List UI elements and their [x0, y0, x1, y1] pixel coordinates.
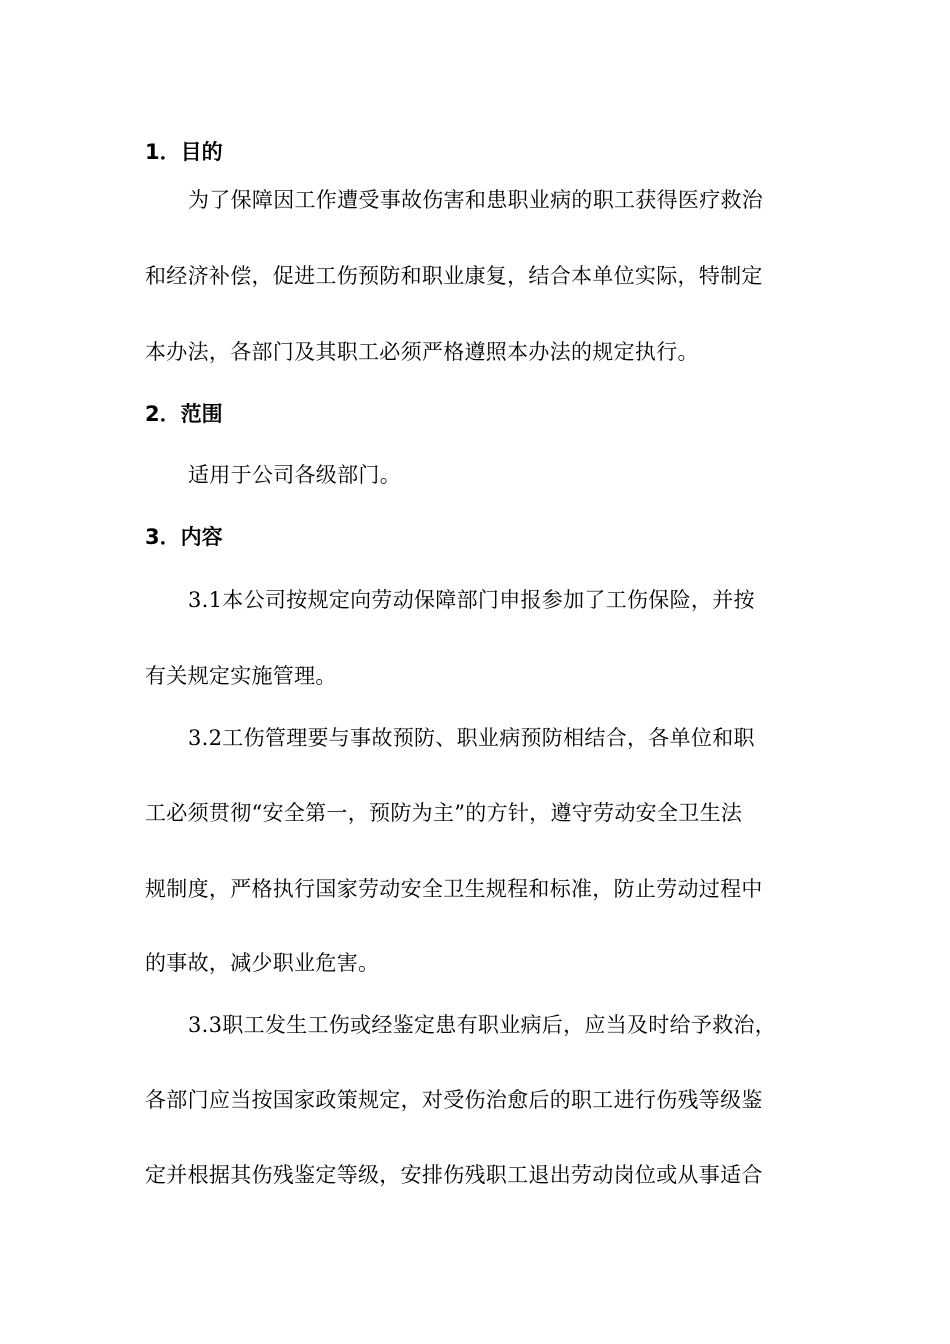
section-3-heading: 3．内容 — [145, 525, 223, 549]
section-3-2-line-1: 3.2工伤管理要与事故预防、职业病预防相结合，各单位和职 — [188, 726, 755, 750]
section-3-2-line-4: 的事故，减少职业危害。 — [145, 951, 380, 975]
section-1-line-2: 和经济补偿，促进工伤预防和职业康复，结合本单位实际，特制定 — [145, 264, 763, 288]
section-3-3-line-3: 定并根据其伤残鉴定等级，安排伤残职工退出劳动岗位或从事适合 — [145, 1163, 763, 1187]
section-3-2-line-3: 规制度，严格执行国家劳动安全卫生规程和标准，防止劳动过程中 — [145, 877, 763, 901]
section-3-2-line-2: 工必须贯彻“安全第一，预防为主”的方针，遵守劳动安全卫生法 — [145, 801, 743, 825]
section-3-1-line-2: 有关规定实施管理。 — [145, 664, 337, 688]
section-1-heading: 1．目的 — [145, 140, 223, 164]
section-2-line-1: 适用于公司各级部门。 — [188, 463, 401, 487]
section-3-3-line-1: 3.3职工发生工伤或经鉴定患有职业病后，应当及时给予救治， — [188, 1013, 777, 1037]
section-3-1-line-1: 3.1本公司按规定向劳动保障部门申报参加了工伤保险，并按 — [188, 588, 755, 612]
section-1-line-1: 为了保障因工作遭受事故伤害和患职业病的职工获得医疗救治 — [188, 188, 764, 212]
section-2-heading: 2．范围 — [145, 402, 223, 426]
section-3-3-line-2: 各部门应当按国家政策规定，对受伤治愈后的职工进行伤残等级鉴 — [145, 1088, 763, 1112]
section-1-line-3: 本办法，各部门及其职工必须严格遵照本办法的规定执行。 — [145, 340, 699, 364]
